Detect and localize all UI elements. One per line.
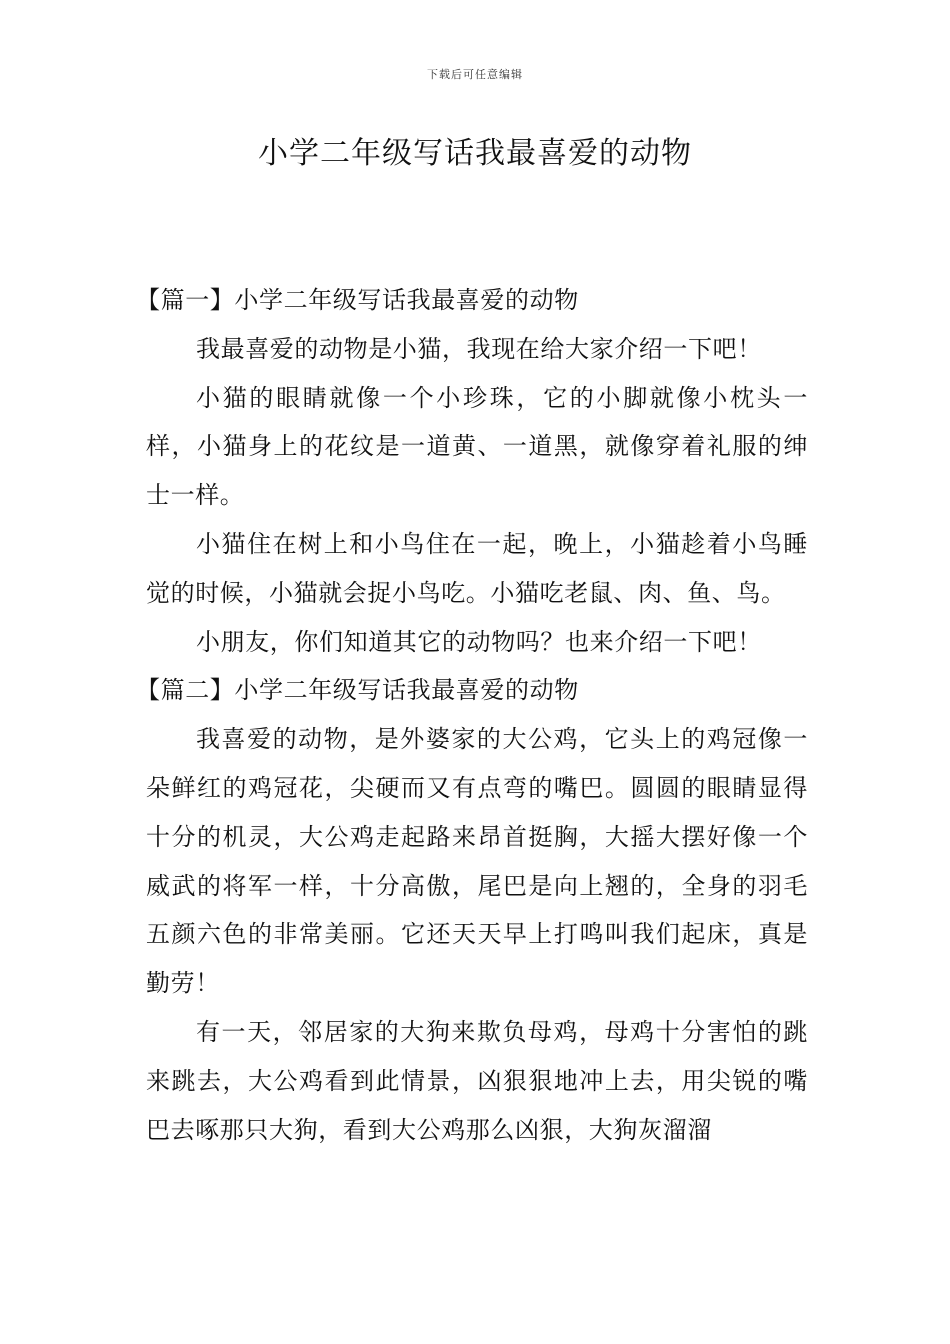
paragraph: 小猫住在树上和小鸟住在一起，晚上，小猫趁着小鸟睡觉的时候，小猫就会捉小鸟吃。小猫吃老鼠、肉、鱼、鸟。 (146, 529, 808, 607)
paragraph: 我喜爱的动物，是外婆家的大公鸡，它头上的鸡冠像一朵鲜红的鸡冠花，尖硬而又有点弯的嘴巴。圆圆的眼睛显得十分的机灵，大公鸡走起路来昂首挺胸，大摇大摆好像一个威武的将军一样，十分高傲，尾巴是向上翘的，全身的羽毛五颜六色的非常美丽。它还天天早上打鸣叫我们起床，真是勤劳！ (146, 725, 808, 998)
document-title: 小学二年级写话我最喜爱的动物 (258, 136, 692, 171)
section-heading: 【篇一】小学二年级写话我最喜爱的动物 (136, 286, 579, 314)
header-note: 下载后可任意编辑 (427, 68, 523, 81)
paragraph: 有一天，邻居家的大狗来欺负母鸡，母鸡十分害怕的跳来跳去，大公鸡看到此情景，凶狠狠地冲上去，用尖锐的嘴巴去啄那只大狗，看到大公鸡那么凶狠，大狗灰溜溜 (146, 1017, 808, 1144)
paragraph: 小朋友，你们知道其它的动物吗？也来介绍一下吧！ (196, 627, 762, 656)
paragraph: 我最喜爱的动物是小猫，我现在给大家介绍一下吧！ (196, 334, 762, 363)
document-body (136, 276, 808, 1154)
paragraph: 小猫的眼睛就像一个小珍珠，它的小脚就像小枕头一样，小猫身上的花纹是一道黄、一道黑，就像穿着礼服的绅士一样。 (146, 383, 808, 510)
section-heading: 【篇二】小学二年级写话我最喜爱的动物 (136, 676, 579, 705)
